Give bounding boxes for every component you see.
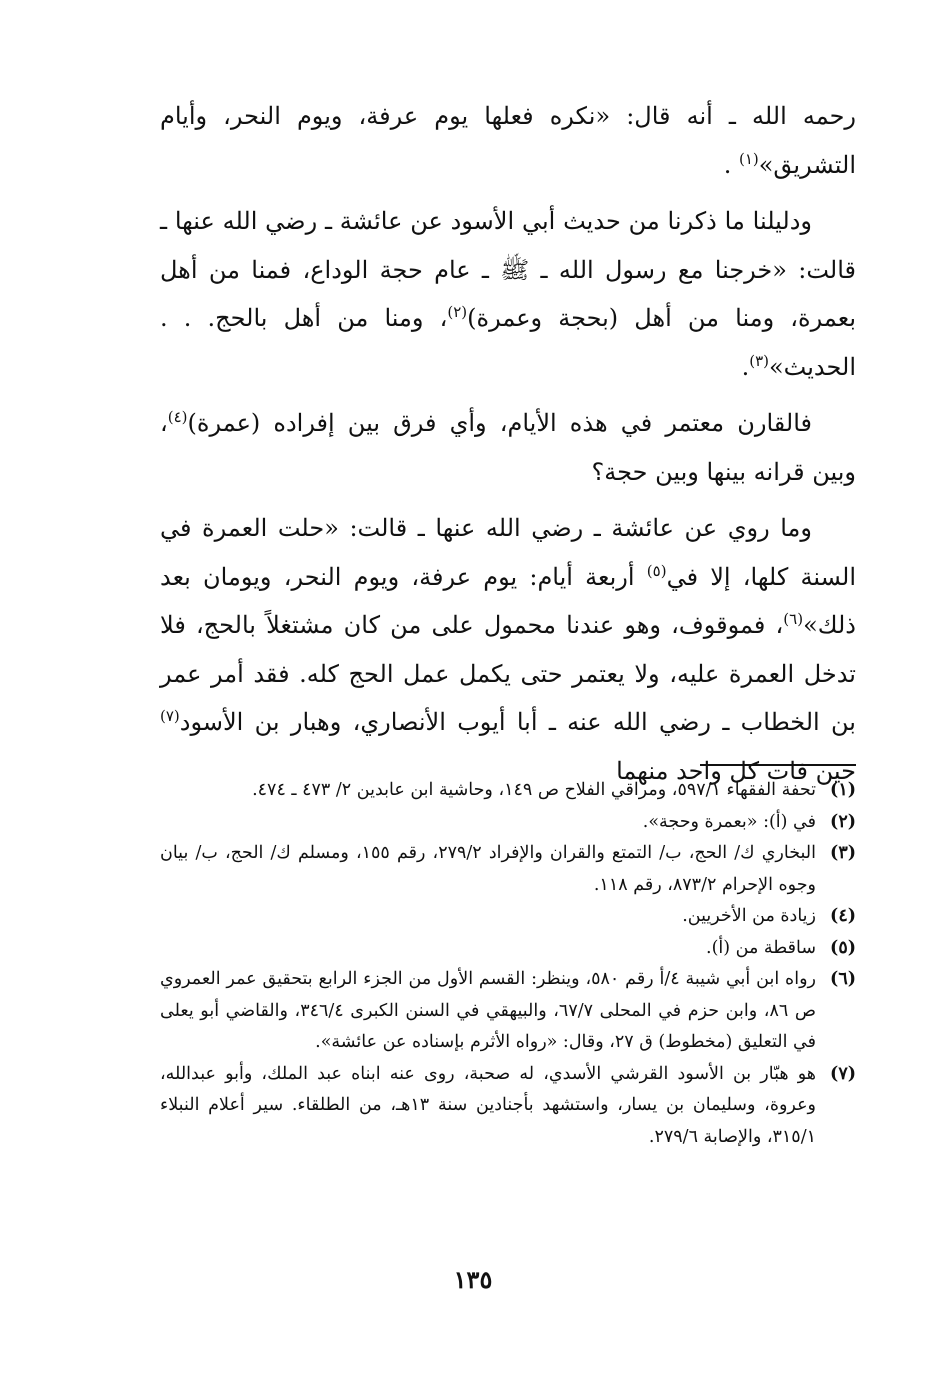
footnote-ref-5: (٥) [646, 561, 667, 580]
footnote-number: (٤) [830, 906, 856, 926]
paragraph-2 [160, 197, 856, 391]
footnote-item [160, 807, 856, 839]
footnote-number: (٧) [830, 1063, 856, 1084]
paragraph-2-end: . [741, 352, 750, 381]
paragraph-2-mid: ، ومنا من أهل بالحج. . . الحديث» [160, 304, 856, 381]
footnote-divider [700, 764, 856, 766]
paragraph-4-text: وما روي عن عائشة ـ رضي الله عنها ـ قالت: «حلت العمرة في السنة كلها، إلا في [160, 514, 857, 591]
footnote-number: (٥) [830, 937, 856, 958]
footnote-text: ساقطة من (أ). [706, 937, 816, 958]
footnote-number: (٣) [830, 843, 856, 863]
footnote-ref-3: (٣) [749, 351, 769, 370]
footnote-ref-2: (٢) [447, 303, 468, 321]
footnote-text: تحفة الفقهاء ٥٩٧/١، ومراقي الفلاح ص ١٤٩، وحاشية ابن عابدين ٢/ ٤٧٣ ـ ٤٧٤. [252, 780, 816, 800]
footnote-text: زيادة من الأخريين. [682, 906, 816, 926]
paragraph-4-mid-1: أربعة أيام: يوم عرفة، ويوم النحر، ويومان بعد ذلك» [160, 562, 856, 639]
paragraph-4-mid-2: ، فموقوف، وهو عندنا محمول على من كان مشتغلاً بالحج، فلا تدخل العمرة عليه، ولا يعتمر حتى يكمل عمل الحج كله. فقد أمر عمر بن الخطاب ـ رضي الله عنه ـ أبا أيوب الأنصاري، وهبار بن الأسود [160, 611, 856, 736]
footnote-number: (٢) [830, 811, 856, 832]
paragraph-1 [160, 92, 856, 189]
footnote-item [160, 1059, 856, 1154]
footnote-text: رواه ابن أبي شيبة ٤/أ رقم ٥٨٠، وينظر: القسم الأول من الجزء الرابع بتحقيق عمر العمروي ص ٨٦، وابن حزم في المحلى ٦٧/٧، والبيهقي في السنن الكبرى ٣٤٦/٤، والقاضي أبو يعلى في التعليق (مخطوط) ق ٢٧، وقال: «رواه الأثرم بإسناده عن عائشة». [160, 969, 817, 1052]
footnote-item [160, 775, 856, 807]
paragraph-1-text: رحمه الله ـ أنه قال: «نكره فعلها يوم عرفة، ويوم النحر، وأيام التشريق» [160, 102, 856, 179]
paragraph-2-text: ودليلنا ما ذكرنا من حديث أبي الأسود عن عائشة ـ رضي الله عنها ـ قالت: «خرجنا مع رسول الله ـ ﷺ ـ عام حجة الوداع، فمنا من أهل بعمرة، ومنا من أهل (بحجة وعمرة) [160, 207, 856, 332]
footnote-ref-7: (٧) [160, 707, 180, 725]
footnote-item [160, 933, 856, 965]
footnote-item [160, 838, 856, 901]
paragraph-3-end: ، وبين قرانه بينها وبين حجة؟ [160, 409, 856, 486]
paragraph-3-text: فالقارن معتمر في هذه الأيام، وأي فرق بين إفراده (عمرة) [187, 409, 812, 437]
footnote-ref-1: (١) [738, 149, 759, 168]
footnote-number: (٦) [830, 969, 856, 989]
page-number: ١٣٥ [453, 1265, 493, 1294]
footnote-item [160, 901, 856, 933]
footnotes-section [160, 775, 856, 1153]
paragraph-3 [160, 399, 856, 496]
footnote-text: هو هبّار بن الأسود القرشي الأسدي، له صحبة، روى عنه ابناه عبد الملك، وأبو عبدالله، وعروة، وسليمان بن يسار، واستشهد بأجنادين سنة ١٣هـ، من الطلقاء. سير أعلام النبلاء ٣١٥/١، والإصابة ٢٧٩/٦. [160, 1063, 816, 1147]
paragraph-1-end: . [723, 150, 739, 179]
footnote-item [160, 964, 856, 1059]
paragraph-4-end: حين فات كل واحد منهما [616, 756, 856, 785]
footnote-ref-6: (٦) [783, 610, 804, 628]
main-text-body [160, 92, 856, 803]
footnote-number: (١) [830, 780, 856, 800]
footnote-ref-4: (٤) [167, 408, 188, 426]
footnote-text: البخاري ك/ الحج، ب/ التمتع والقران والإفراد ٢٧٩/٢، رقم ١٥٥، ومسلم ك/ الحج، ب/ بيان وجوه الإحرام ٨٧٣/٢، رقم ١١٨. [160, 843, 816, 895]
footnote-text: في (أ): «بعمرة وحجة». [642, 811, 816, 832]
paragraph-4 [160, 504, 856, 795]
